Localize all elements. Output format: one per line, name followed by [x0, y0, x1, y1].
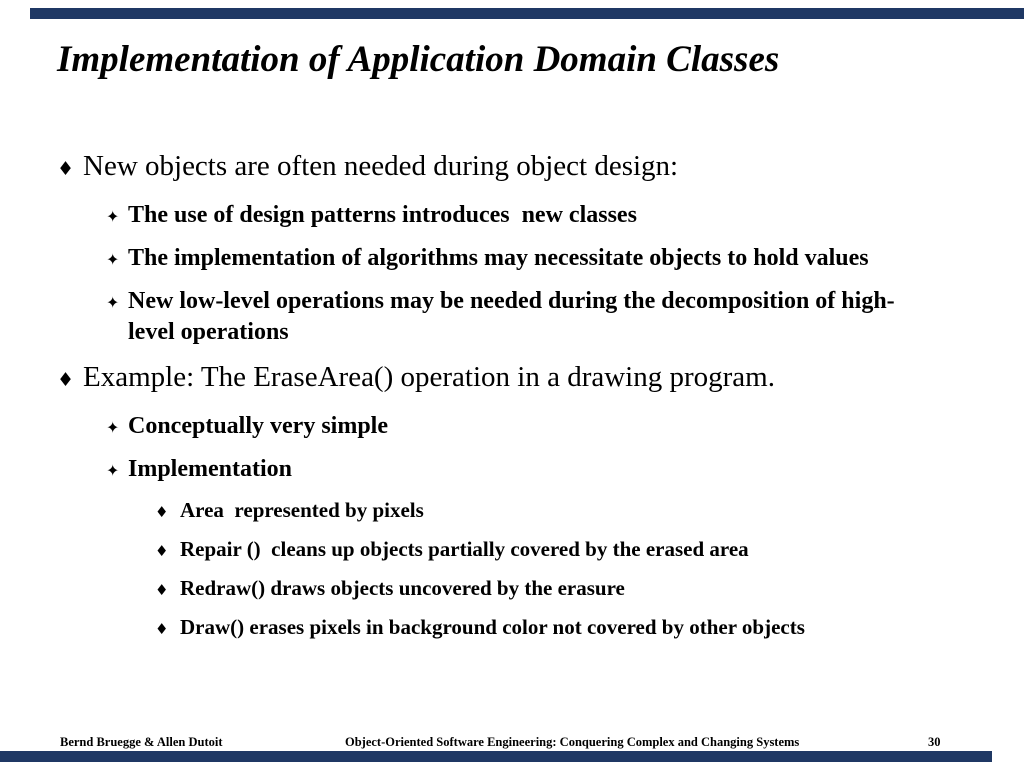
bullet-text: Redraw() draws objects uncovered by the erasure — [180, 576, 625, 600]
diamond-bullet-icon: ♦ — [57, 369, 75, 391]
bullet-text: Area represented by pixels — [180, 498, 424, 522]
four-pointed-star-bullet-icon: ✦ — [106, 461, 120, 480]
bullet-text: The use of design patterns introduces new classes — [128, 202, 637, 228]
footer-page-number: 30 — [928, 735, 941, 749]
footer-book-title: Object-Oriented Software Engineering: Conquering Complex and Changing Systems — [345, 735, 800, 749]
bullet-text: Conceptually very simple — [128, 413, 388, 439]
footer-authors: Bernd Bruegge & Allen Dutoit — [60, 735, 223, 749]
bullet-item — [0, 148, 940, 187]
bullet-text: New objects are often needed during object design: — [83, 150, 679, 182]
bullet-item — [0, 359, 940, 398]
bullet-item — [0, 286, 940, 348]
bullet-item — [0, 536, 940, 564]
four-pointed-star-bullet-icon: ✦ — [106, 293, 120, 312]
bottom-accent-bar — [0, 751, 992, 762]
bullet-item — [0, 575, 940, 603]
diamond-bullet-icon: ♦ — [155, 581, 169, 599]
bullet-text: Draw() erases pixels in background color not covered by other objects — [180, 615, 805, 639]
four-pointed-star-bullet-icon: ✦ — [106, 250, 120, 269]
bullet-text: The implementation of algorithms may necessitate objects to hold values — [128, 245, 869, 271]
bullet-text: New low-level operations may be needed during the decomposition of high-level operations — [128, 288, 895, 345]
bullet-item — [0, 614, 940, 642]
bullet-item — [0, 497, 940, 525]
bullet-item — [0, 243, 940, 275]
diamond-bullet-icon: ♦ — [155, 503, 169, 521]
bullet-text: Example: The EraseArea() operation in a drawing program. — [83, 361, 775, 393]
slide-footer — [0, 735, 1024, 751]
bullet-text: Implementation — [128, 456, 292, 482]
diamond-bullet-icon: ♦ — [155, 620, 169, 638]
bullet-item — [0, 411, 940, 443]
four-pointed-star-bullet-icon: ✦ — [106, 418, 120, 437]
diamond-bullet-icon: ♦ — [155, 542, 169, 560]
diamond-bullet-icon: ♦ — [57, 158, 75, 180]
slide-title: Implementation of Application Domain Classes — [57, 39, 780, 80]
slide-body — [0, 148, 940, 653]
top-accent-bar — [30, 8, 1024, 19]
bullet-item — [0, 454, 940, 486]
four-pointed-star-bullet-icon: ✦ — [106, 207, 120, 226]
bullet-text: Repair () cleans up objects partially covered by the erased area — [180, 537, 749, 561]
bullet-item — [0, 200, 940, 232]
